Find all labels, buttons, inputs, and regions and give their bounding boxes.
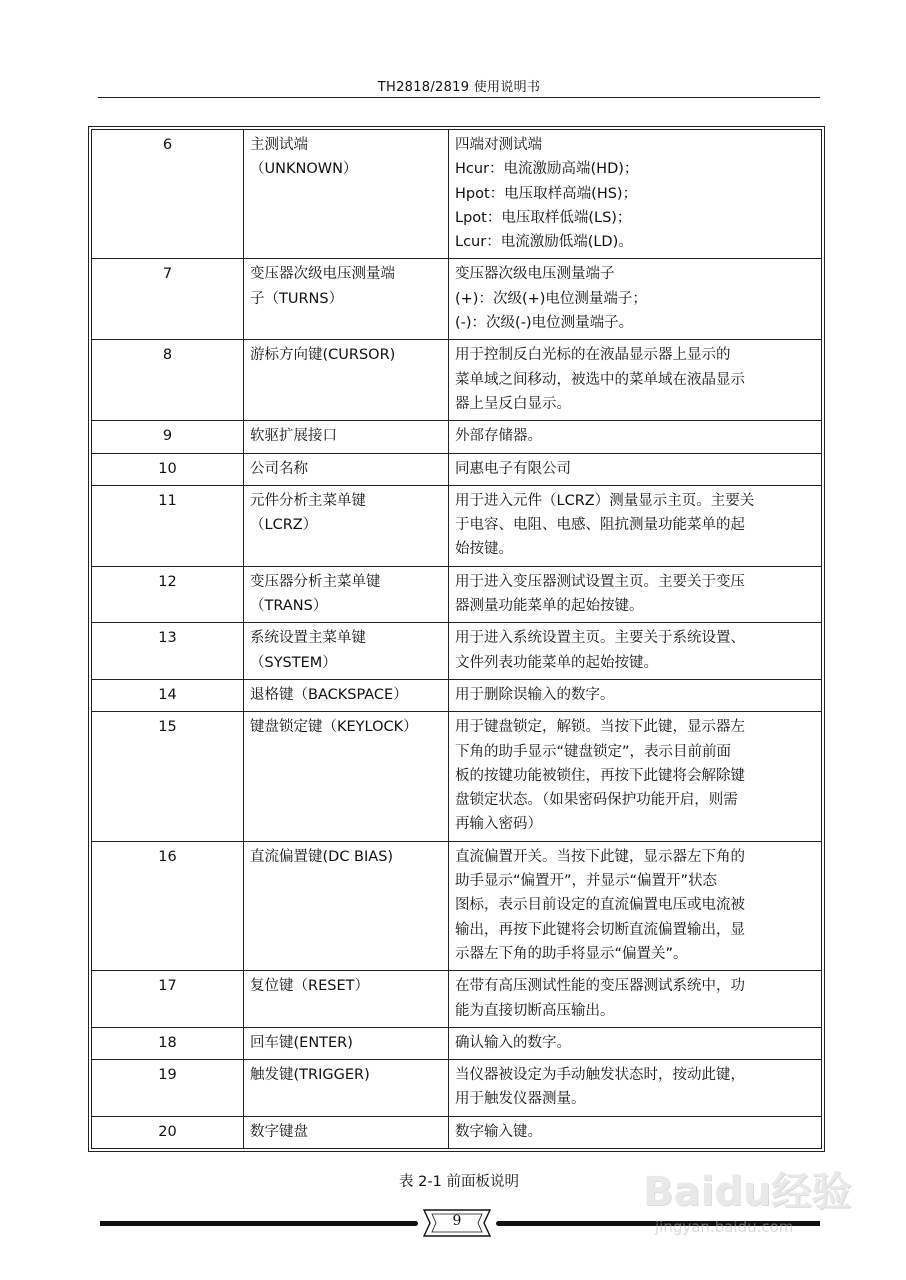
item-description-line: 输出，再按下此键将会切断直流偏置输出，显 [455,921,745,938]
item-description-cell [449,340,822,421]
item-description-line: 再输入密码） [455,816,542,833]
table-row [92,841,822,970]
item-name-cell [244,259,449,340]
item-description-line: 用于键盘锁定，解锁。当按下此键，显示器左 [455,719,745,736]
item-description-line: 器测量功能菜单的起始按键。 [455,598,644,615]
row-number: 8 [92,340,244,421]
item-description-line: 文件列表功能菜单的起始按键。 [455,654,658,671]
item-name-line: 元件分析主菜单键 [250,492,366,509]
item-description-cell [449,623,822,680]
item-description-line: 助手显示“偏置开”，并显示“偏置开”状态 [455,873,718,890]
page-number: 9 [452,1213,462,1229]
item-description-line: 于电容、电阻、电感、阻抗测量功能菜单的起 [455,517,745,534]
item-name-line: 软驱扩展接口 [250,428,337,445]
item-description-line: 变压器次级电压测量端子 [455,266,615,283]
item-description-line: 在带有高压测试性能的变压器测试系统中，功 [455,978,745,995]
row-number: 20 [92,1116,244,1148]
item-description-line: 用于进入变压器测试设置主页。主要关于变压 [455,573,745,590]
item-name-cell [244,485,449,566]
header-rule [98,97,820,98]
item-description-line: 图标，表示目前设定的直流偏置电压或电流被 [455,897,745,914]
item-description-line: Lcur：电流激励低端(LD)。 [455,234,633,251]
item-name-line: （SYSTEM） [250,654,337,671]
item-name-line: 数字键盘 [250,1123,308,1140]
item-name-line: （UNKNOWN） [250,161,358,178]
item-description-cell [449,453,822,485]
table-row [92,679,822,711]
item-description-line: Lpot：电压取样低端(LS)； [455,209,632,226]
item-name-cell [244,712,449,841]
item-name-line: 复位键（RESET） [250,978,369,995]
watermark [643,1152,863,1262]
item-name-line: 游标方向键(CURSOR) [250,347,396,364]
item-description-cell [449,712,822,841]
table-row [92,712,822,841]
item-description-line: 菜单域之间移动，被选中的菜单域在液晶显示 [455,371,745,388]
item-description-cell [449,1116,822,1148]
item-description-cell [449,421,822,453]
item-description-line: 用于删除误输入的数字。 [455,686,615,703]
row-number: 18 [92,1027,244,1059]
row-number: 13 [92,623,244,680]
watermark-logo: Baidu经验 [643,1169,852,1215]
item-name-line: 子（TURNS） [250,290,344,307]
item-description-line: 能为直接切断高压输出。 [455,1002,615,1019]
row-number: 17 [92,971,244,1028]
document-header: TH2818/2819 使用说明书 [377,80,541,95]
item-description-line: 用于进入系统设置主页。主要关于系统设置、 [455,630,745,647]
item-description-line: 器上呈反白显示。 [455,395,571,412]
item-description-line: 数字输入键。 [455,1123,542,1140]
item-name-line: 直流偏置键(DC BIAS) [250,848,394,865]
item-description-line: 用于触发仪器测量。 [455,1091,586,1108]
item-description-line: 下角的助手显示“键盘锁定”，表示目前前面 [455,743,732,760]
item-description-line: 用于控制反白光标的在液晶显示器上显示的 [455,347,731,364]
item-description-cell [449,1027,822,1059]
item-name-cell [244,841,449,970]
row-number: 15 [92,712,244,841]
item-description-line: 用于进入元件（LCRZ）测量显示主页。主要关 [455,492,755,509]
item-description-cell [449,259,822,340]
item-description-line: 板的按键功能被锁住，再按下此键将会解除键 [455,767,745,784]
table-row [92,130,822,259]
row-number: 19 [92,1060,244,1117]
row-number: 9 [92,421,244,453]
row-number: 7 [92,259,244,340]
item-name-cell [244,971,449,1028]
item-name-cell [244,679,449,711]
item-name-cell [244,340,449,421]
item-description-cell [449,971,822,1028]
item-description-cell [449,130,822,259]
item-name-cell [244,130,449,259]
watermark-url: jingyan.baidu.com [655,1218,794,1236]
row-number: 16 [92,841,244,970]
footer-rule-left [100,1221,418,1226]
item-name-line: （LCRZ） [250,517,318,534]
table-row [92,340,822,421]
item-description-cell [449,679,822,711]
row-number: 6 [92,130,244,259]
item-name-cell [244,1027,449,1059]
row-number: 12 [92,566,244,623]
item-name-cell [244,421,449,453]
item-description-cell [449,566,822,623]
table-row [92,566,822,623]
table-row [92,453,822,485]
item-name-line: 触发键(TRIGGER) [250,1067,370,1084]
table-body [92,130,822,1149]
item-name-cell [244,1060,449,1117]
item-description-line: 确认输入的数字。 [455,1034,571,1051]
table-row [92,259,822,340]
item-name-line: 退格键（BACKSPACE） [250,686,408,703]
table-row [92,1027,822,1059]
item-description-cell [449,841,822,970]
front-panel-table-frame [88,126,825,1152]
item-description-line: 直流偏置开关。当按下此键，显示器左下角的 [455,848,745,865]
table-row [92,1060,822,1117]
item-name-line: 主测试端 [250,137,308,153]
item-name-line: 回车键(ENTER) [250,1034,353,1051]
table-row [92,485,822,566]
table-row [92,421,822,453]
row-number: 11 [92,485,244,566]
table-row [92,971,822,1028]
item-description-line: (+)：次级(+)电位测量端子； [455,290,647,307]
item-description-line: 始按键。 [455,541,513,558]
item-description-line: 示器左下角的助手将显示“偏置关”。 [455,945,688,962]
item-name-line: 系统设置主菜单键 [250,630,366,647]
item-name-cell [244,623,449,680]
item-name-cell [244,566,449,623]
front-panel-table [91,129,822,1149]
item-description-line: Hcur：电流激励高端(HD)； [455,161,639,178]
item-name-cell [244,1116,449,1148]
item-description-line: 当仪器被设定为手动触发状态时，按动此键， [455,1067,745,1084]
item-description-cell [449,1060,822,1117]
item-name-line: （TRANS） [250,598,328,615]
item-description-line: 盘锁定状态。（如果密码保护功能开启，则需 [455,792,738,809]
item-description-line: (-)：次级(-)电位测量端子。 [455,315,634,332]
item-description-line: Hpot：电压取样高端(HS)； [455,185,638,202]
item-name-line: 变压器次级电压测量端 [250,266,395,283]
item-description-line: 同惠电子有限公司 [455,460,571,477]
item-name-cell [244,453,449,485]
item-name-line: 键盘锁定键（KEYLOCK） [250,719,418,736]
item-description-line: 外部存储器。 [455,428,542,445]
item-description-cell [449,485,822,566]
row-number: 10 [92,453,244,485]
table-row [92,623,822,680]
row-number: 14 [92,679,244,711]
table-caption: 表 2-1 前面板说明 [399,1174,519,1190]
item-name-line: 公司名称 [250,460,308,477]
item-name-line: 变压器分析主菜单键 [250,573,381,590]
item-description-line: 四端对测试端 [455,137,542,153]
page-number-badge [418,1206,496,1240]
table-row [92,1116,822,1148]
